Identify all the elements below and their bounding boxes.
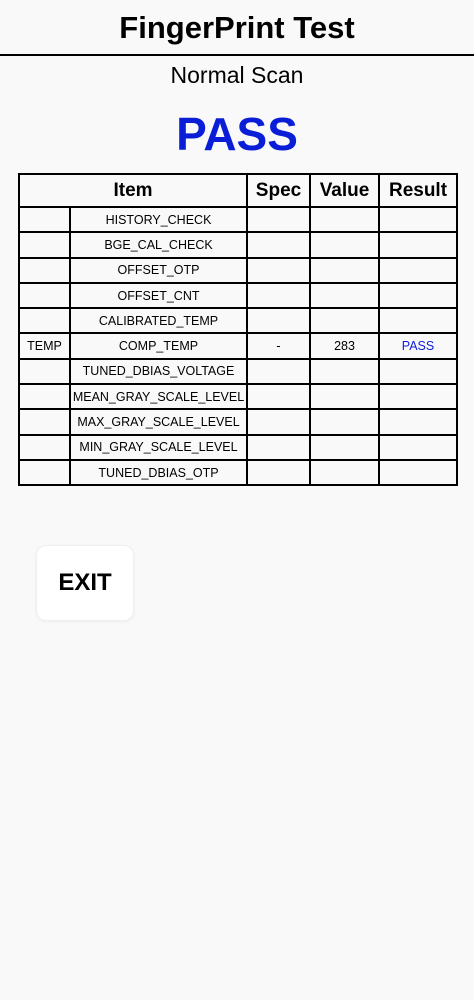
results-table [18, 173, 458, 486]
cell-value [310, 232, 379, 257]
cell-result [379, 359, 457, 384]
cell-item: HISTORY_CHECK [70, 207, 247, 232]
cell-value [310, 384, 379, 409]
table-row [19, 435, 457, 460]
cell-item: MAX_GRAY_SCALE_LEVEL [70, 409, 247, 434]
cell-item: MEAN_GRAY_SCALE_LEVEL [70, 384, 247, 409]
cell-result [379, 308, 457, 333]
overall-result: PASS [176, 108, 298, 160]
table-row [19, 359, 457, 384]
header-result: Result [379, 174, 457, 207]
cell-result [379, 283, 457, 308]
table-row [19, 232, 457, 257]
cell-spec [247, 384, 310, 409]
cell-group [19, 232, 70, 257]
cell-group [19, 308, 70, 333]
cell-result [379, 207, 457, 232]
scan-mode-label: Normal Scan [170, 62, 304, 88]
cell-value [310, 308, 379, 333]
cell-result [379, 460, 457, 485]
cell-value [310, 258, 379, 283]
cell-item: OFFSET_OTP [70, 258, 247, 283]
cell-group: TEMP [19, 333, 70, 358]
cell-result: PASS [379, 333, 457, 358]
cell-value: 283 [310, 333, 379, 358]
cell-item: TUNED_DBIAS_OTP [70, 460, 247, 485]
table-row [19, 207, 457, 232]
table-header-row [19, 174, 457, 207]
cell-spec [247, 308, 310, 333]
cell-spec: - [247, 333, 310, 358]
cell-spec [247, 232, 310, 257]
cell-group [19, 359, 70, 384]
table-row [19, 308, 457, 333]
cell-spec [247, 409, 310, 434]
cell-spec [247, 460, 310, 485]
cell-result [379, 409, 457, 434]
cell-value [310, 460, 379, 485]
cell-result [379, 384, 457, 409]
cell-item: CALIBRATED_TEMP [70, 308, 247, 333]
table-row [19, 384, 457, 409]
table-row [19, 333, 457, 358]
cell-value [310, 283, 379, 308]
cell-group [19, 409, 70, 434]
cell-group [19, 435, 70, 460]
table-row [19, 409, 457, 434]
cell-value [310, 435, 379, 460]
cell-result [379, 232, 457, 257]
header-spec: Spec [247, 174, 310, 207]
header-value: Value [310, 174, 379, 207]
cell-item: BGE_CAL_CHECK [70, 232, 247, 257]
cell-spec [247, 258, 310, 283]
table-row [19, 460, 457, 485]
cell-group [19, 384, 70, 409]
cell-group [19, 258, 70, 283]
cell-result [379, 258, 457, 283]
app-title: FingerPrint Test [119, 10, 355, 45]
cell-group [19, 460, 70, 485]
exit-button[interactable]: EXIT [36, 545, 134, 621]
cell-group [19, 207, 70, 232]
title-divider [0, 54, 474, 56]
cell-item: OFFSET_CNT [70, 283, 247, 308]
cell-item: TUNED_DBIAS_VOLTAGE [70, 359, 247, 384]
cell-result [379, 435, 457, 460]
cell-item: COMP_TEMP [70, 333, 247, 358]
cell-value [310, 359, 379, 384]
cell-value [310, 207, 379, 232]
cell-group [19, 283, 70, 308]
cell-spec [247, 207, 310, 232]
cell-item: MIN_GRAY_SCALE_LEVEL [70, 435, 247, 460]
cell-spec [247, 359, 310, 384]
cell-spec [247, 435, 310, 460]
table-row [19, 283, 457, 308]
cell-value [310, 409, 379, 434]
cell-spec [247, 283, 310, 308]
header-item: Item [19, 174, 247, 207]
table-row [19, 258, 457, 283]
